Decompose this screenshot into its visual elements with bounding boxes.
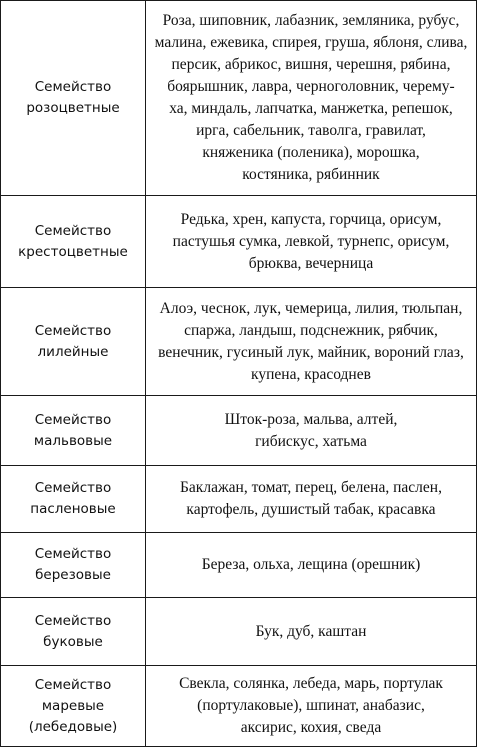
plants-cell: Алоэ, чеснок, лук, чемерица, лилия, тюльпан, спаржа, ландыш, подснежник, рябчик, венечник, гусиный лук, майник, вороний глаз, купена, красоднев <box>158 299 464 383</box>
family-cell: Семейство березовые <box>1 533 146 597</box>
table-row <box>1 395 476 465</box>
family-cell: Семейство мальвовые <box>1 396 146 465</box>
family-cell: Семейство лилейные <box>1 288 146 395</box>
table-row <box>1 597 476 665</box>
family-cell: Семейство крестоцветные <box>1 196 146 287</box>
table-row <box>1 195 476 287</box>
table-row <box>1 465 476 532</box>
table-row <box>1 1 476 195</box>
family-cell: Семейство маревые (лебедовые) <box>1 666 146 746</box>
table-row <box>1 532 476 597</box>
plants-cell: Роза, шиповник, лабазник, земляника, рубус, малина, ежевика, спирея, груша, яблоня, слива, персик, абрикос, вишня, черешня, рябина, боярышник, лавра, черноголовник, черему- ха, миндаль, лапчатка, манжетка, репешок, ирга, сабельник, таволга, гравилат, княженика (поленика), морошка, костяника, рябинник <box>154 12 468 183</box>
plants-cell: Бук, дуб, каштан <box>255 622 367 640</box>
family-cell: Семейство пасленовые <box>1 466 146 532</box>
table-row <box>1 287 476 395</box>
family-cell: Семейство розоцветные <box>1 1 146 195</box>
plants-cell: Береза, ольха, лещина (орешник) <box>201 556 421 573</box>
table-row <box>1 665 476 746</box>
plants-cell: Баклажан, томат, перец, белена, паслен, картофель, душистый табак, красавка <box>180 479 442 518</box>
plants-cell: Свекла, солянка, лебеда, марь, портулак (портулаковые), шпинат, анабазис, аксирис, кохия, сведа <box>179 675 443 736</box>
plants-cell: Шток-роза, мальва, алтей, гибискус, хатьма <box>224 410 398 450</box>
family-cell: Семейство буковые <box>1 598 146 665</box>
plants-cell: Редька, хрен, капуста, горчица, орисум, пастушья сумка, левкой, турнепс, орисум, брюква, вечерница <box>172 210 450 272</box>
